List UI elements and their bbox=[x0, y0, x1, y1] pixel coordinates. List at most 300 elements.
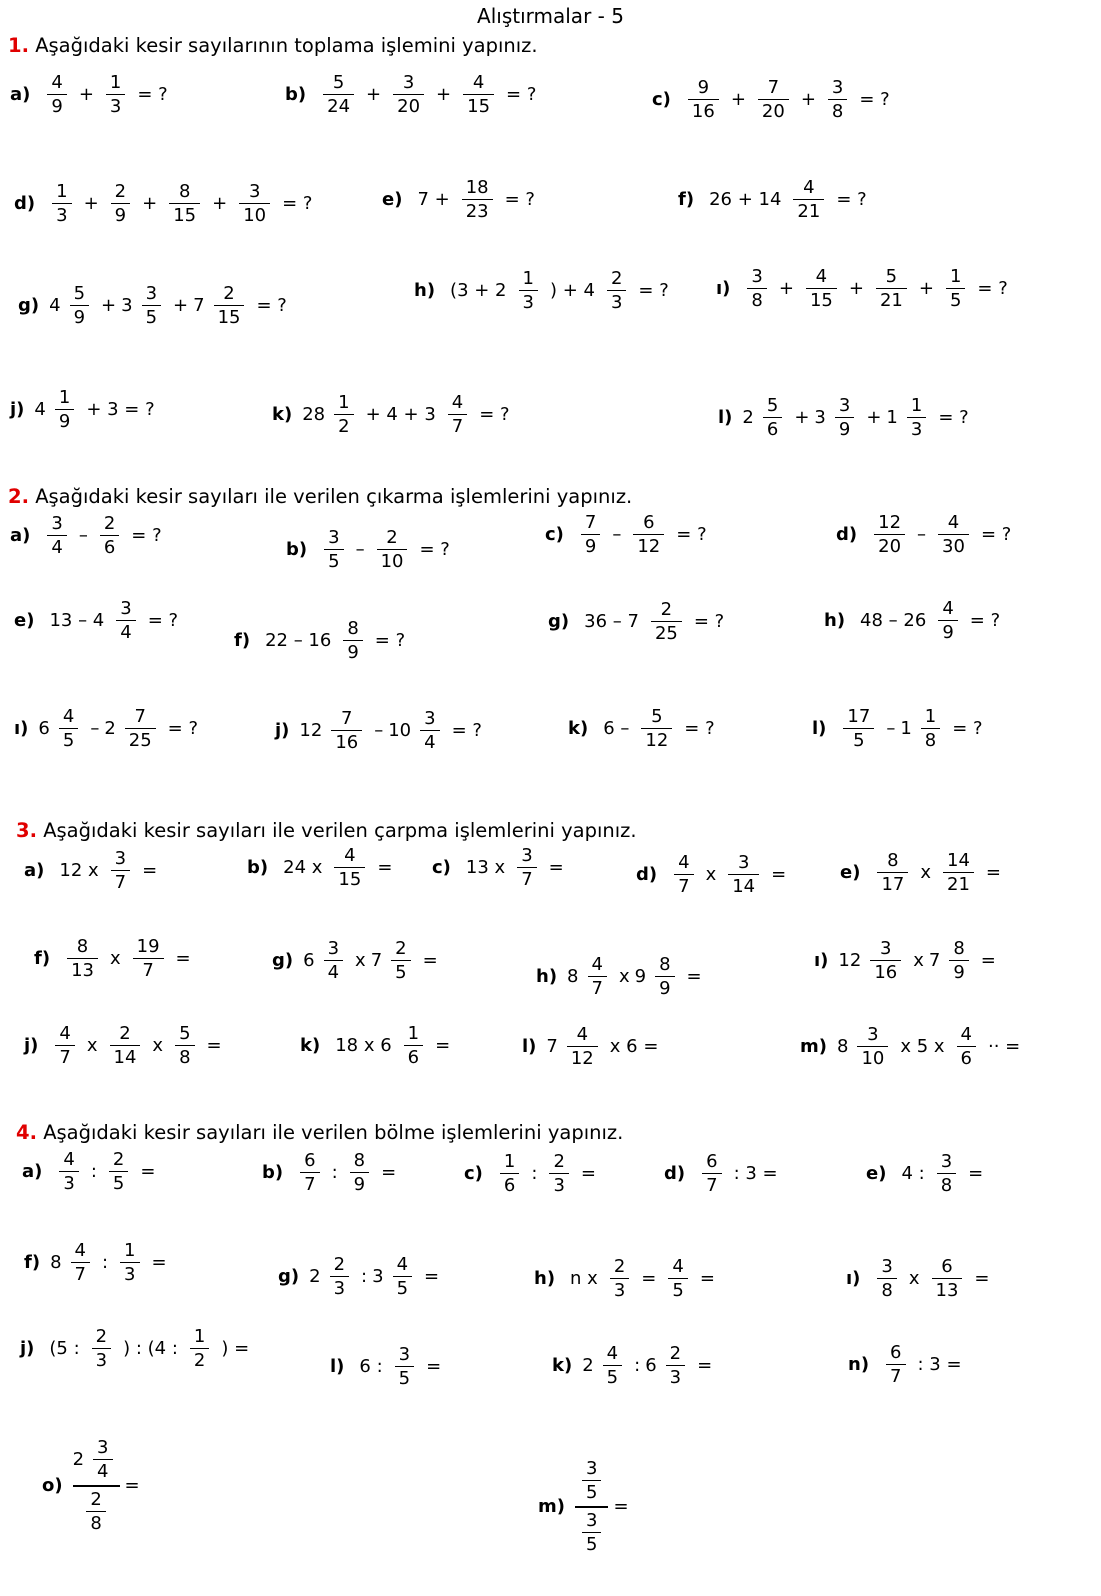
fraction-bar bbox=[420, 730, 439, 731]
fraction bbox=[949, 939, 968, 983]
fraction-bar bbox=[55, 409, 74, 410]
fraction-bar bbox=[120, 1262, 139, 1263]
mixed-number bbox=[837, 1025, 895, 1069]
operator: = bbox=[613, 1496, 629, 1518]
problem-label: c) bbox=[545, 524, 564, 546]
numerator: 1 bbox=[124, 1240, 136, 1261]
problem bbox=[814, 939, 1001, 983]
denominator: 9 bbox=[347, 642, 359, 664]
fraction-bar bbox=[59, 728, 78, 729]
numerator: 6 bbox=[941, 1256, 953, 1277]
numerator: 1 bbox=[924, 706, 937, 727]
fraction bbox=[110, 1024, 141, 1068]
whole-part: 7 bbox=[546, 1036, 558, 1058]
operator: + bbox=[83, 193, 99, 215]
operator: 6 : bbox=[359, 1356, 383, 1378]
fraction-bar bbox=[300, 1172, 319, 1173]
denominator: 12 bbox=[645, 730, 669, 752]
fraction bbox=[957, 1025, 976, 1069]
fraction-bar bbox=[93, 1459, 112, 1460]
operator: + bbox=[212, 193, 228, 215]
operator: = bbox=[140, 1161, 156, 1183]
fraction-bar bbox=[323, 94, 354, 95]
problem bbox=[636, 853, 791, 897]
operator: 48 – 26 bbox=[860, 610, 927, 632]
numerator: 4 bbox=[942, 598, 954, 619]
denominator: 9 bbox=[953, 962, 965, 984]
numerator: 3 bbox=[97, 1437, 109, 1458]
mixed-number bbox=[121, 284, 168, 328]
operator: 13 x bbox=[465, 857, 506, 879]
operator: : bbox=[361, 1266, 368, 1288]
numerator: 8 bbox=[659, 954, 671, 975]
fraction bbox=[116, 599, 135, 643]
problem bbox=[414, 269, 674, 313]
mixed-number bbox=[371, 939, 418, 983]
denominator: 5 bbox=[398, 1368, 411, 1390]
fraction-bar bbox=[393, 1276, 412, 1277]
fraction-bar bbox=[125, 728, 156, 729]
operator: : bbox=[90, 1161, 97, 1183]
operator: = ? bbox=[980, 524, 1012, 546]
problem-label: b) bbox=[286, 539, 308, 561]
fraction-bar bbox=[71, 1262, 90, 1263]
numerator: 8 bbox=[887, 850, 899, 871]
denominator: 5 bbox=[112, 1173, 125, 1195]
denominator: 7 bbox=[142, 960, 154, 982]
denominator: 3 bbox=[63, 1173, 75, 1195]
operator: = bbox=[686, 966, 702, 988]
operator: 18 x 6 bbox=[335, 1035, 392, 1057]
fraction bbox=[581, 513, 600, 557]
operator: = bbox=[175, 948, 191, 970]
operator: x 6 = bbox=[609, 1036, 659, 1058]
fraction-bar bbox=[938, 620, 957, 621]
operator: x bbox=[109, 948, 121, 970]
problem bbox=[718, 396, 974, 440]
fraction-bar bbox=[641, 728, 672, 729]
fraction bbox=[843, 707, 874, 751]
fraction-bar bbox=[668, 1278, 687, 1279]
heading-text: Aşağıdaki kesir sayıları ile verilen çarpma işlemlerini yapınız. bbox=[43, 819, 637, 842]
operator: x bbox=[152, 1035, 164, 1057]
fraction-bar bbox=[857, 1046, 888, 1047]
problem-label: ı) bbox=[814, 950, 829, 972]
denominator: 8 bbox=[940, 1175, 953, 1197]
fraction bbox=[92, 1327, 111, 1371]
fraction bbox=[393, 73, 424, 117]
denominator: 5 bbox=[853, 730, 865, 752]
problem bbox=[568, 707, 720, 751]
fraction bbox=[190, 1327, 209, 1371]
whole-part: 3 bbox=[814, 407, 826, 429]
fraction bbox=[331, 709, 362, 753]
fraction bbox=[463, 73, 494, 117]
numerator: 9 bbox=[697, 77, 710, 98]
problem-label: g) bbox=[272, 950, 294, 972]
fraction-bar bbox=[331, 730, 362, 731]
operator: + bbox=[848, 278, 864, 300]
heading-number: 3. bbox=[16, 819, 37, 842]
denominator: 16 bbox=[335, 732, 359, 754]
problem bbox=[848, 1343, 967, 1387]
fraction bbox=[71, 1241, 90, 1285]
whole-part: 4 bbox=[34, 399, 46, 421]
fraction bbox=[828, 78, 847, 122]
problem-label: l) bbox=[522, 1036, 537, 1058]
denominator: 5 bbox=[395, 962, 407, 984]
denominator: 9 bbox=[942, 622, 954, 644]
fraction-bar bbox=[59, 1171, 78, 1172]
denominator: 2 bbox=[338, 416, 350, 438]
problem-label: e) bbox=[866, 1163, 887, 1185]
mixed-number bbox=[104, 707, 162, 751]
operator: = bbox=[424, 1266, 440, 1288]
numerator: 4 bbox=[396, 1254, 409, 1275]
numerator: 4 bbox=[960, 1024, 972, 1045]
fraction-bar bbox=[946, 288, 965, 289]
numerator: 2 bbox=[333, 1254, 346, 1275]
mixed-number bbox=[645, 1344, 692, 1388]
denominator: 3 bbox=[553, 1175, 565, 1197]
fraction bbox=[70, 284, 89, 328]
problem-label: h) bbox=[534, 1268, 556, 1290]
denominator: 5 bbox=[396, 1278, 409, 1300]
fraction-bar bbox=[806, 288, 837, 289]
fraction bbox=[59, 1150, 78, 1194]
numerator: 4 bbox=[344, 845, 356, 866]
denominator: 16 bbox=[691, 101, 715, 123]
heading-text: Aşağıdaki kesir sayılarının toplama işlemini yapınız. bbox=[35, 34, 538, 57]
denominator: 3 bbox=[910, 419, 923, 441]
problem-label: j) bbox=[24, 1035, 39, 1057]
fraction-bar bbox=[52, 203, 71, 204]
problem bbox=[24, 849, 162, 893]
operator: = ? bbox=[969, 610, 1001, 632]
numerator: 7 bbox=[341, 708, 353, 729]
operator: = bbox=[985, 862, 1001, 884]
fraction-bar bbox=[877, 1278, 896, 1279]
fraction bbox=[52, 182, 71, 226]
fraction bbox=[674, 853, 693, 897]
denominator: 9 bbox=[114, 205, 127, 227]
fraction bbox=[835, 396, 854, 440]
fraction bbox=[728, 853, 759, 897]
denominator: 4 bbox=[97, 1461, 109, 1483]
fraction bbox=[549, 1152, 568, 1196]
fraction-bar bbox=[877, 872, 908, 873]
numerator: 3 bbox=[424, 708, 436, 729]
problem bbox=[300, 1024, 455, 1068]
numerator: 17 bbox=[847, 706, 871, 727]
numerator: 4 bbox=[591, 954, 603, 975]
problem-label: f) bbox=[678, 189, 695, 211]
operator: (3 + 2 bbox=[450, 280, 507, 302]
heading-subtraction bbox=[8, 485, 632, 508]
numerator: 4 bbox=[472, 72, 485, 93]
numerator: 1 bbox=[522, 268, 534, 289]
numerator: 1 bbox=[503, 1151, 516, 1172]
problem bbox=[14, 599, 183, 643]
operator: = ? bbox=[374, 630, 406, 652]
denominator: 21 bbox=[879, 290, 903, 312]
fraction-bar bbox=[886, 1364, 905, 1365]
denominator: 3 bbox=[610, 292, 623, 314]
operator: = bbox=[426, 1356, 442, 1378]
numerator: 6 bbox=[304, 1150, 316, 1171]
mixed-number bbox=[546, 1025, 604, 1069]
fraction bbox=[876, 267, 907, 311]
mixed-number bbox=[50, 1241, 97, 1285]
fraction bbox=[793, 178, 824, 222]
denominator: 15 bbox=[467, 96, 491, 118]
heading-text: Aşağıdaki kesir sayıları ile verilen bölme işlemlerini yapınız. bbox=[43, 1121, 624, 1144]
denominator: 8 bbox=[90, 1513, 102, 1535]
numerator: 1 bbox=[407, 1023, 420, 1044]
numerator: 4 bbox=[678, 852, 690, 873]
problem-label: j) bbox=[10, 399, 25, 421]
numerator: 3 bbox=[51, 513, 63, 534]
denominator: 30 bbox=[942, 536, 965, 558]
problem-label: ı) bbox=[846, 1268, 861, 1290]
problem-label: d) bbox=[836, 524, 858, 546]
fraction bbox=[747, 267, 766, 311]
whole-part: 2 bbox=[309, 1266, 321, 1288]
fraction bbox=[323, 73, 354, 117]
fraction bbox=[393, 1255, 412, 1299]
fraction bbox=[175, 1024, 194, 1068]
denominator: 7 bbox=[890, 1366, 902, 1388]
fraction-bar bbox=[190, 1348, 209, 1349]
numerator: 12 bbox=[878, 512, 902, 533]
problem-label: f) bbox=[234, 630, 251, 652]
operator: x bbox=[908, 1268, 920, 1290]
operator: – bbox=[917, 524, 927, 546]
operator: ) = bbox=[221, 1338, 250, 1360]
mixed-number bbox=[299, 709, 369, 753]
fraction bbox=[169, 182, 200, 226]
fraction-bar bbox=[633, 534, 664, 535]
operator: x bbox=[705, 864, 717, 886]
fraction bbox=[633, 513, 664, 557]
fraction-bar bbox=[67, 958, 98, 959]
denominator: 3 bbox=[95, 1350, 108, 1372]
numerator: 8 bbox=[953, 938, 965, 959]
fraction-bar bbox=[239, 203, 270, 204]
operator: – bbox=[374, 720, 384, 742]
fraction bbox=[67, 937, 98, 981]
problem-label: k) bbox=[300, 1035, 321, 1057]
operator: – bbox=[612, 524, 622, 546]
fraction-bar bbox=[500, 1173, 519, 1174]
operator: – bbox=[90, 718, 100, 740]
fraction-bar bbox=[674, 874, 693, 875]
numerator: 5 bbox=[766, 395, 779, 416]
fraction bbox=[688, 78, 719, 122]
problem-label: h) bbox=[536, 966, 558, 988]
fraction-bar bbox=[377, 549, 408, 550]
operator: = ? bbox=[131, 525, 162, 547]
fraction-bar bbox=[655, 976, 674, 977]
problem bbox=[234, 619, 410, 663]
numerator: 2 bbox=[660, 599, 673, 620]
operator: = ? bbox=[836, 189, 867, 211]
problem bbox=[536, 955, 707, 999]
operator: + bbox=[918, 278, 934, 300]
operator: : bbox=[331, 1162, 338, 1184]
fraction-bar bbox=[763, 417, 782, 418]
whole-part: 4 bbox=[49, 295, 61, 317]
fraction-bar bbox=[404, 1045, 423, 1046]
whole-part: 2 bbox=[72, 1449, 85, 1471]
operator: : bbox=[531, 1163, 538, 1185]
operator: = bbox=[968, 1163, 984, 1185]
denominator: 6 bbox=[960, 1048, 972, 1070]
operator: x 5 x bbox=[900, 1036, 945, 1058]
problem-label: g) bbox=[278, 1266, 300, 1288]
whole-part: 6 bbox=[303, 950, 315, 972]
fraction bbox=[666, 1344, 685, 1388]
denominator: 5 bbox=[145, 307, 158, 329]
operator: : bbox=[634, 1355, 641, 1377]
numerator: 5 bbox=[332, 72, 345, 93]
problem bbox=[18, 284, 292, 328]
heading-number: 2. bbox=[8, 485, 29, 508]
denominator: 5 bbox=[328, 551, 340, 573]
fraction-bar bbox=[462, 199, 493, 200]
numerator: 3 bbox=[248, 181, 261, 202]
fraction bbox=[324, 528, 343, 572]
fraction-bar bbox=[330, 1276, 349, 1277]
fraction bbox=[133, 937, 164, 981]
fraction bbox=[937, 1152, 956, 1196]
operator: = ? bbox=[638, 280, 669, 302]
numerator: 2 bbox=[103, 513, 116, 534]
whole-part: 9 bbox=[634, 966, 647, 988]
fraction bbox=[651, 600, 682, 644]
problem bbox=[800, 1025, 1025, 1069]
denominator: 9 bbox=[353, 1174, 366, 1196]
operator: = bbox=[699, 1268, 715, 1290]
denominator: 25 bbox=[128, 730, 152, 752]
operator: = ? bbox=[167, 718, 199, 740]
fraction bbox=[886, 1343, 905, 1387]
numerator: 4 bbox=[62, 706, 75, 727]
denominator: 5 bbox=[585, 1534, 598, 1556]
whole-part: 8 bbox=[836, 1036, 849, 1058]
fraction bbox=[582, 1511, 601, 1555]
operator: 4 : bbox=[901, 1163, 925, 1185]
problem bbox=[10, 388, 160, 432]
problem-label: a) bbox=[24, 860, 45, 882]
denominator: 4 bbox=[120, 622, 132, 644]
fraction-bar bbox=[47, 94, 66, 95]
numerator: 3 bbox=[881, 1256, 893, 1277]
fraction bbox=[334, 393, 353, 437]
fraction-bar bbox=[133, 958, 164, 959]
fraction-bar bbox=[874, 534, 905, 535]
fraction bbox=[668, 1257, 687, 1301]
fraction-bar bbox=[86, 1511, 105, 1512]
fraction bbox=[763, 396, 782, 440]
problem-label: l) bbox=[718, 407, 733, 429]
whole-part: 12 bbox=[838, 950, 862, 972]
fraction bbox=[120, 1241, 139, 1285]
denominator: 3 bbox=[669, 1367, 682, 1389]
denominator: 8 bbox=[831, 101, 844, 123]
operator: 36 – 7 bbox=[584, 611, 639, 633]
problem bbox=[14, 182, 317, 226]
operator: (5 : bbox=[49, 1338, 80, 1360]
operator: = ? bbox=[282, 193, 313, 215]
denominator: 6 bbox=[407, 1047, 420, 1069]
operator: : bbox=[101, 1252, 109, 1274]
numerator: 2 bbox=[223, 283, 235, 304]
fraction bbox=[343, 619, 362, 663]
numerator: 2 bbox=[395, 938, 407, 959]
fraction-bar bbox=[870, 960, 901, 961]
fraction bbox=[300, 1151, 319, 1195]
fraction bbox=[567, 1025, 598, 1069]
operator: = bbox=[422, 950, 438, 972]
problem bbox=[10, 73, 173, 117]
fraction-bar bbox=[517, 867, 536, 868]
fraction-bar bbox=[116, 620, 135, 621]
numerator: 1 bbox=[58, 387, 71, 408]
operator: + bbox=[730, 89, 746, 111]
operator: = bbox=[641, 1268, 657, 1290]
fraction bbox=[404, 1024, 423, 1068]
fraction bbox=[239, 182, 270, 226]
fraction-bar bbox=[793, 199, 824, 200]
problem-label: a) bbox=[10, 525, 31, 547]
fraction bbox=[142, 284, 161, 328]
operator: 13 – 4 bbox=[49, 610, 105, 632]
fraction-bar bbox=[448, 414, 467, 415]
denominator: 8 bbox=[751, 290, 763, 312]
fraction-bar bbox=[607, 290, 626, 291]
operator: = bbox=[151, 1252, 167, 1274]
operator: + bbox=[800, 89, 816, 111]
fraction-bar bbox=[943, 872, 974, 873]
fraction bbox=[877, 851, 908, 895]
operator: + bbox=[778, 278, 794, 300]
fraction bbox=[111, 849, 130, 893]
problem bbox=[330, 1345, 446, 1389]
operator: = bbox=[377, 857, 393, 879]
fraction bbox=[59, 707, 78, 751]
fraction-bar bbox=[702, 1173, 721, 1174]
problem bbox=[812, 707, 988, 751]
numerator: 2 bbox=[90, 1488, 102, 1510]
operator: 26 + 14 bbox=[709, 189, 782, 211]
denominator: 3 bbox=[109, 96, 122, 118]
operator: = ? bbox=[938, 407, 969, 429]
numerator: 4 bbox=[451, 392, 464, 413]
whole-part: 2 bbox=[104, 718, 116, 740]
denominator: 9 bbox=[51, 96, 63, 118]
fraction-bar bbox=[214, 305, 245, 306]
problem bbox=[552, 1344, 717, 1388]
fraction-bar bbox=[343, 640, 362, 641]
operator: – bbox=[355, 539, 365, 561]
operator: + bbox=[366, 84, 382, 106]
operator: 22 – 16 bbox=[265, 630, 332, 652]
fraction-bar bbox=[907, 417, 926, 418]
numerator: 3 bbox=[831, 77, 844, 98]
mixed-number bbox=[303, 939, 350, 983]
problem-label: a) bbox=[10, 84, 31, 106]
